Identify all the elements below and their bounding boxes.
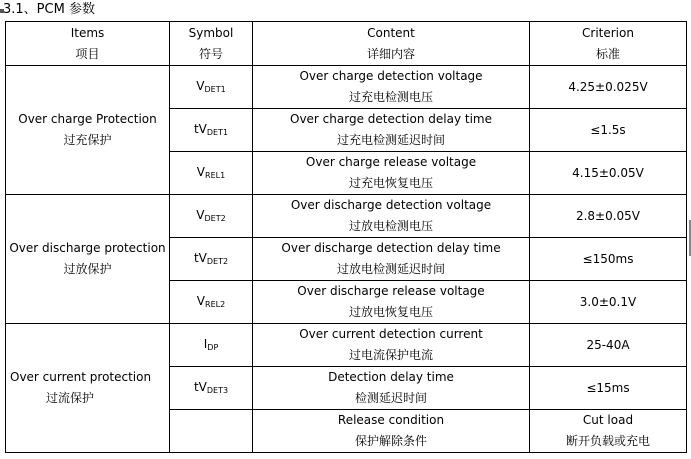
- symbol-cell: VREL1: [170, 152, 253, 195]
- item-label-cn: 过放保护: [63, 262, 112, 276]
- criterion-cell: 4.15±0.05V: [530, 152, 687, 195]
- criterion-cell: 25-40A: [530, 324, 687, 367]
- item-overcurrent: [6, 324, 170, 453]
- symbol-cell: IDP: [170, 324, 253, 367]
- table-row: [6, 66, 687, 109]
- header-criterion-cn: 标准: [595, 46, 620, 61]
- header-symbol: [170, 22, 253, 66]
- symbol-cell: VDET2: [170, 195, 253, 238]
- content-cell: Over charge detection voltage 过充电检测电压: [253, 66, 530, 109]
- header-items: [6, 22, 170, 66]
- criterion-cell: 4.25±0.025V: [530, 66, 687, 109]
- header-criterion-en: Criterion: [582, 25, 634, 40]
- item-overdischarge: [6, 195, 170, 324]
- symbol-cell: tVDET1: [170, 109, 253, 152]
- criterion-cell: ≤1.5s: [530, 109, 687, 152]
- criterion-cell: 3.0±0.1V: [530, 281, 687, 324]
- content-cell: Over discharge detection voltage 过放电检测电压: [253, 195, 530, 238]
- pcm-parameter-table: [5, 21, 687, 453]
- content-cell: Over discharge detection delay time 过放电检测延迟时间: [253, 238, 530, 281]
- table-header-row: [6, 22, 687, 66]
- table-row: [6, 324, 687, 367]
- header-content-en: Content: [367, 25, 415, 40]
- item-label-cn: 过流保护: [46, 391, 95, 405]
- content-cell: Over charge release voltage 过充电恢复电压: [253, 152, 530, 195]
- symbol-cell: tVDET3: [170, 367, 253, 410]
- criterion-cell: 2.8±0.05V: [530, 195, 687, 238]
- symbol-cell: VREL2: [170, 281, 253, 324]
- item-label-cn: 过充保护: [63, 133, 112, 147]
- item-label-en: Over current protection: [10, 370, 152, 384]
- symbol-cell: VDET1: [170, 66, 253, 109]
- header-content: [253, 22, 530, 66]
- item-label-en: Over charge Protection: [18, 112, 157, 126]
- content-cell: Detection delay time 检测延迟时间: [253, 367, 530, 410]
- table-row: [6, 195, 687, 238]
- content-cell: Over discharge release voltage 过放电恢复电压: [253, 281, 530, 324]
- header-items-en: Items: [70, 25, 105, 40]
- item-overcharge: [6, 66, 170, 195]
- content-cell: Release condition 保护解除条件: [253, 410, 530, 453]
- section-title: 3.1、PCM 参数: [3, 2, 95, 17]
- item-label-en: Over discharge protection: [9, 241, 166, 255]
- content-cell: Over charge detection delay time 过充电检测延迟时间: [253, 109, 530, 152]
- criterion-cell: Cut load 断开负载或充电: [530, 410, 687, 453]
- header-symbol-en: Symbol: [188, 25, 234, 40]
- header-criterion: [530, 22, 687, 66]
- header-items-cn: 项目: [75, 46, 100, 61]
- criterion-cell: ≤15ms: [530, 367, 687, 410]
- symbol-cell: tVDET2: [170, 238, 253, 281]
- header-content-cn: 详细内容: [366, 46, 415, 61]
- header-symbol-cn: 符号: [198, 46, 223, 61]
- criterion-cell: ≤150ms: [530, 238, 687, 281]
- content-cell: Over current detection current 过电流保护电流: [253, 324, 530, 367]
- symbol-cell: [170, 410, 253, 453]
